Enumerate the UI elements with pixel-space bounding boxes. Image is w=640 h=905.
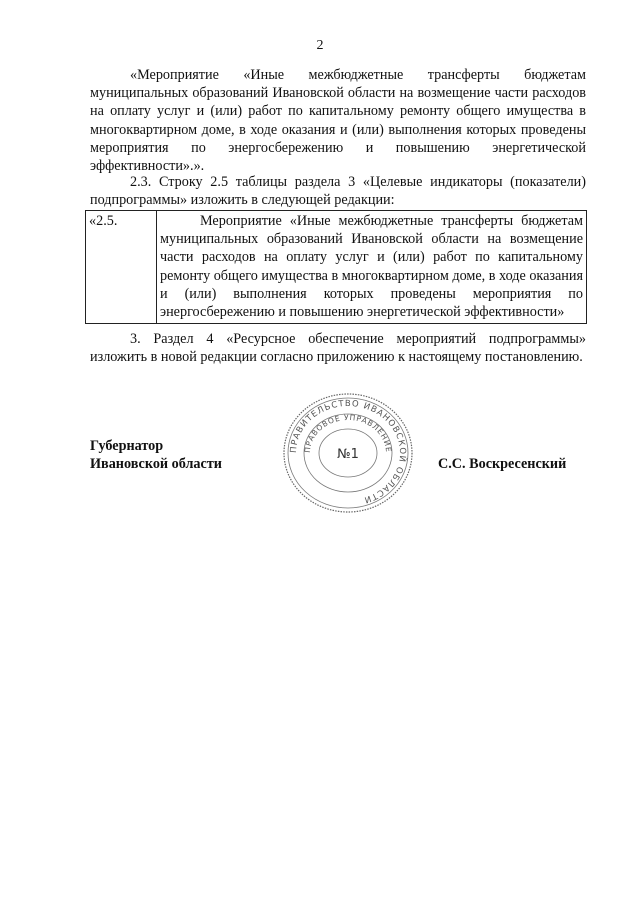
seal-center-text: №1 xyxy=(337,447,359,462)
page-number: 2 xyxy=(316,38,324,53)
table-row xyxy=(86,211,587,324)
signatory-name: С.С. Воскресенский xyxy=(438,456,567,472)
row-text-cell xyxy=(157,211,587,324)
paragraph-3: 3. Раздел 4 «Ресурсное обеспечение мероприятий подпрограммы» изложить в новой редакции согласно приложению к настоящему постановлению. xyxy=(90,331,586,366)
intro-paragraph: «Мероприятие «Иные межбюджетные трансферты бюджетам муниципальных образований Ивановской области на возмещение части расходов на оплату услуг и (или) работ по капитальному ремонту общего имущества в многоквартирном доме, в ходе оказания и (или) выполнения которых проведены мероприятия по энергосбережению и повышению энергетической эффективности».». xyxy=(90,67,586,175)
signatory-title-line2: Ивановской области xyxy=(90,456,222,472)
intro-paragraph-block xyxy=(90,66,586,175)
seal-ring-text: ПРАВИТЕЛЬСТВО ИВАНОВСКОЙ ОБЛАСТИ xyxy=(288,398,408,505)
signatory-title-line1: Губернатор xyxy=(90,438,164,454)
paragraph-2-3-block xyxy=(90,173,586,209)
row-text: Мероприятие «Иные межбюджетные трансферты бюджетам муниципальных образований Ивановской области на возмещение части расходов на оплату услуг и (или) работ по капитальному ремонту общего имущества в многоквартирном доме, в ходе оказания и (или) выполнения которых проведены мероприятия по энергосбережению и повышению энергетической эффективности» xyxy=(160,213,583,321)
row-number-cell: «2.5. xyxy=(86,211,157,324)
seal-inner-text: ПРАВОВОЕ УПРАВЛЕНИЕ xyxy=(302,412,394,454)
official-seal xyxy=(278,388,418,518)
signatory-title xyxy=(90,437,222,473)
paragraph-2-3: 2.3. Строку 2.5 таблицы раздела 3 «Целевые индикаторы (показатели) подпрограммы» изложить в следующей редакции: xyxy=(90,174,586,209)
amendment-table xyxy=(85,210,587,324)
paragraph-3-block xyxy=(90,330,586,366)
